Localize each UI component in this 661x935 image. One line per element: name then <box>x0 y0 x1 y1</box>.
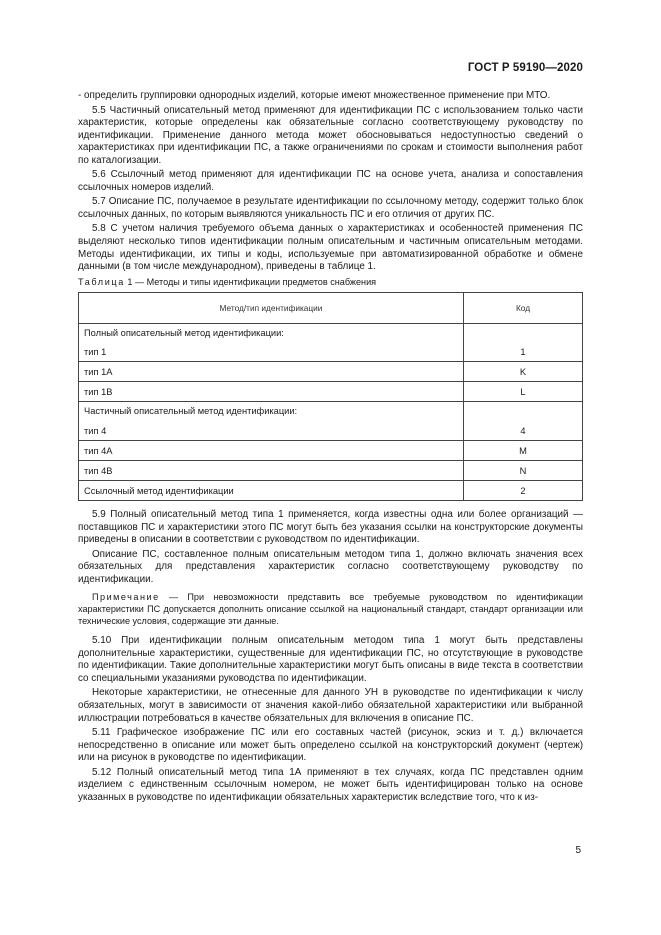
code-cell: M <box>464 441 583 461</box>
code-cell: 2 <box>464 481 583 501</box>
method-cell: тип 1В <box>79 382 464 402</box>
column-header-method: Метод/тип идентификации <box>79 293 464 324</box>
paragraph-5-8: 5.8 С учетом наличия требуемого объема данных о характеристиках и особенностей применения ПС выделяют несколько типов идентификации полным описательным и частичным описательным методами. Методы идентификации, их типы и коды, используемые при автоматизированной обработке и обмене данными (в том числе международном), приведены в таблице 1. <box>78 223 583 273</box>
method-cell: Ссылочный метод идентификации <box>79 481 464 501</box>
note <box>78 592 583 627</box>
table-row <box>79 481 583 501</box>
paragraph-5-9: 5.9 Полный описательный метод типа 1 применяется, когда известны одна или более организаций — поставщиков ПС и характеристики этого ПС могут быть без указания ссылки на конструкторские документы приведены в описании в соответствии с руководством по идентификации. <box>78 509 583 546</box>
table-row <box>79 362 583 382</box>
paragraph-bullet-mto: - определить группировки однородных изделий, которые имеют множественное применение при МТО. <box>78 90 551 101</box>
code-cell: K <box>464 362 583 382</box>
table-row <box>79 441 583 461</box>
method-type-label: тип 4 <box>84 426 107 437</box>
method-type-label: тип 1 <box>84 347 107 358</box>
method-cell <box>79 324 464 362</box>
code-cell: 4 <box>464 402 583 441</box>
paragraph-5-12: 5.12 Полный описательный метод типа 1А применяют в тех случаях, когда ПС представлен одним изделием с единственным ссылочным номером, не может быть идентифицирован только на основе указанных в руководстве по идентификации обязательных характеристик вследствие того, что к из- <box>78 766 583 803</box>
table-caption-text: 1 — Методы и типы идентификации предметов снабжения <box>127 276 377 287</box>
method-cell: тип 4А <box>79 441 464 461</box>
document-code: ГОСТ Р 59190—2020 <box>467 62 583 74</box>
paragraph-5-6: 5.6 Ссылочный метод применяют для идентификации ПС на основе учета, анализа и сопоставления ссылочных номеров изделий. <box>78 169 583 193</box>
table-row <box>79 324 583 362</box>
paragraph-5-5: 5.5 Частичный описательный метод применяют для идентификации ПС с использованием только части характеристик, которые определены как обязательные согласно соответствующему руководству по идентификации. Применение данного метода может обосновываться недоступностью сведений о характеристиках при идентификации ПС, а также ограничениями по срокам и стоимости выполнения работ по каталогизации. <box>78 104 583 166</box>
method-cell: тип 4В <box>79 461 464 481</box>
column-header-code: Код <box>464 293 583 324</box>
code-cell: 1 <box>464 324 583 362</box>
method-group-label: Полный описательный метод идентификации: <box>84 328 284 339</box>
table-row <box>79 461 583 481</box>
page-number: 5 <box>575 845 581 856</box>
paragraph-optional-characteristics: Некоторые характеристики, не отнесенные для данного УН в руководстве по идентификации к числу обязательных, могут в зависимости от значения какой-либо обязательной характеристики или выбранной иллюстрации потребоваться в качестве обязательных для включения в описание ПС. <box>78 687 583 724</box>
paragraph-5-11: 5.11 Графическое изображение ПС или его составных частей (рисунок, эскиз и т. д.) включается непосредственно в описание или может быть определено ссылкой на конструкторский документ (чертеж) или на рисунок в руководстве по идентификации. <box>78 727 583 764</box>
paragraph-5-7: 5.7 Описание ПС, получаемое в результате идентификации по ссылочному методу, содержит только блок ссылочных данных, по которым выявляются уникальность ПС и его отличия от других ПС. <box>78 196 583 220</box>
note-text: — При невозможности представить все требуемые руководством по идентификации характеристики ПС допускается дополнить описание ссылкой на национальный стандарт, стандарт организации или технические условия, содержащие эти данные. <box>78 592 583 626</box>
note-label: Примечание <box>92 592 160 603</box>
method-cell <box>79 402 464 441</box>
method-group-label: Частичный описательный метод идентификации: <box>84 406 298 417</box>
method-cell: тип 1А <box>79 362 464 382</box>
paragraph-type1-description: Описание ПС, составленное полным описательным методом типа 1, должно включать значения всех обязательных для представления характеристик согласно соответствующему руководству по идентификации. <box>78 548 583 585</box>
identification-methods-table <box>78 292 583 501</box>
table-row <box>79 382 583 402</box>
code-cell: L <box>464 382 583 402</box>
page-content <box>78 90 583 806</box>
table-caption-label: Таблица <box>78 276 125 287</box>
table-header-row <box>79 293 583 324</box>
table-caption <box>78 276 583 289</box>
code-cell: N <box>464 461 583 481</box>
paragraph-5-10: 5.10 При идентификации полным описательным методом типа 1 могут быть представлены дополнительные характеристики, существенные для идентификации ПС, но отсутствующие в руководстве по идентификации. Такие дополнительные характеристики могут быть описаны в виде текста в соответствии со специальными указаниями руководства по идентификации. <box>78 635 583 684</box>
table-row <box>79 402 583 441</box>
